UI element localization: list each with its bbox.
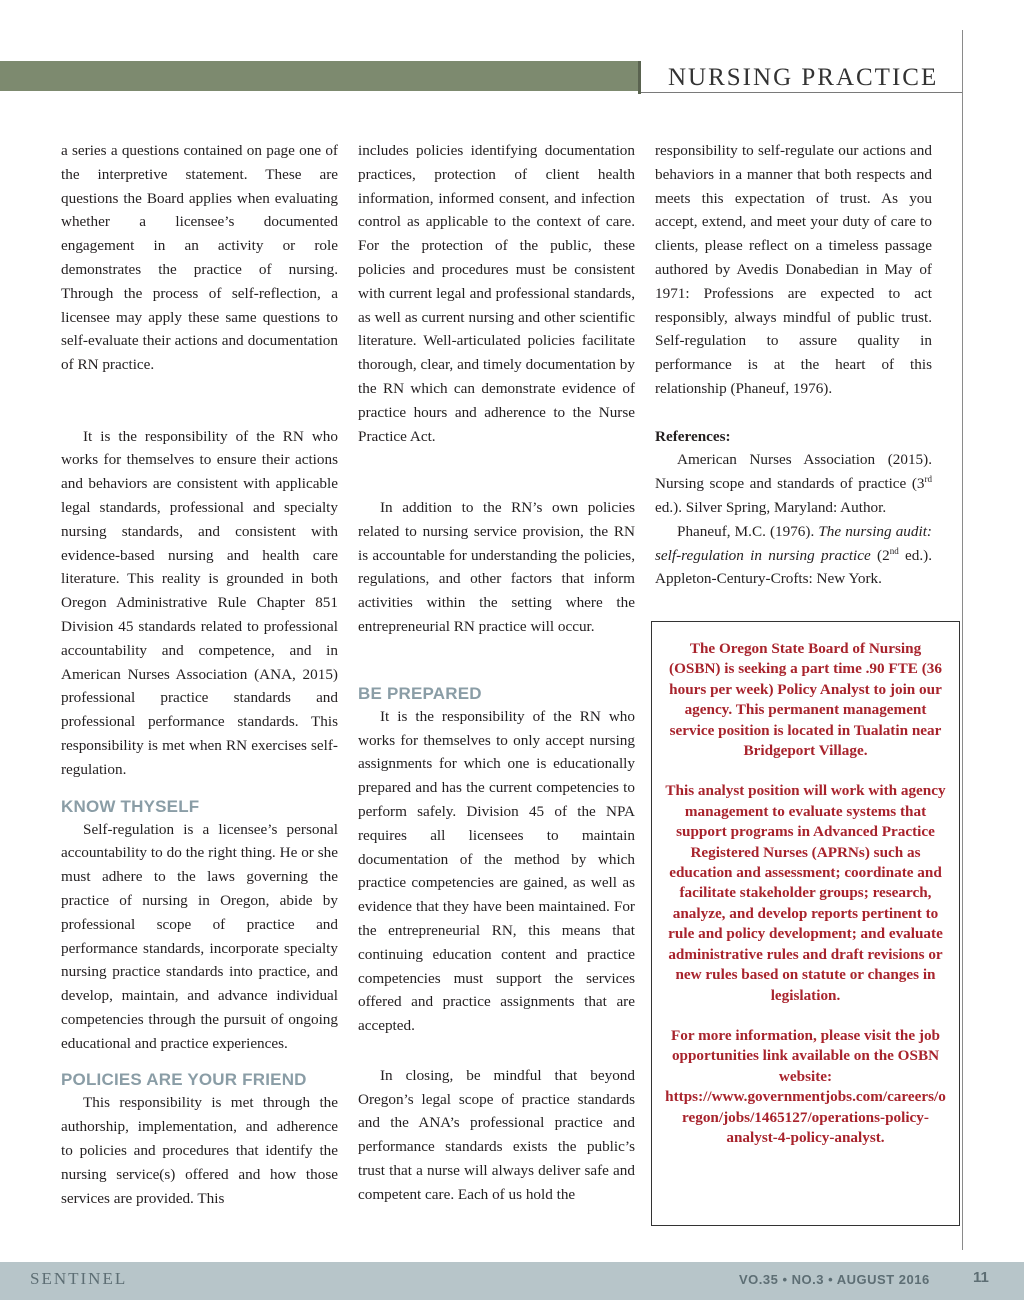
article-column-1 <box>61 139 338 1210</box>
paragraph: It is the responsibility of the RN who works for themselves to only accept nursing assignments for which one is educationally prepared and has the current competencies to perform safely. Division 45 of the NPA requires all licensees to maintain documentation of the method by which practice competencies are gained, as well as evidence that they have been maintained. For the entrepreneurial RN, this means that continuing education content and practice competencies must support the services offered and practice assignments that are accepted. <box>358 707 635 1035</box>
paragraph: responsibility to self-regulate our actions and behaviors in a manner that both respects and meets this expectation of trust. As you accept, extend, and meet your duty of care to clients, please reflect on a timeless passage authored by Avedis Donabedian in May of 1971: Professions are expected to act responsibly, always mindful of public trust. Self-regulation to assure quality in performance is at the heart of this relationship (Phaneuf, 1976). <box>655 142 932 397</box>
section-heading-be-prepared: BE PREPARED <box>358 683 482 703</box>
header-bar-accent <box>638 61 641 94</box>
section-heading-policies: POLICIES ARE YOUR FRIEND <box>61 1070 307 1090</box>
paragraph: This responsibility is met through the authorship, implementation, and adherence to policies and procedures that identify the nursing service(s) offered and how those services are provided. This <box>61 1094 338 1207</box>
paragraph: Self-regulation is a licensee’s personal accountability to do the right thing. He or she must adhere to the laws governing the practice of nursing in Oregon, abide by professional scope of practice and performance standards, incorporate specialty nursing practice standards into practice, and develop, maintain, and advance individual competencies through the pursuit of ongoing educational and practice experiences. <box>61 820 338 1052</box>
publication-name: SENTINEL <box>30 1269 128 1288</box>
job-posting-description: This analyst position will work with agency management to evaluate systems that support programs in Advanced Practice Registered Nurses (APRNs) such as education and assessment; coordinate and facilitate stakeholder groups; research, analyze, and develop reports pertinent to rule and policy development; and evaluate administrative rules and draft revisions or new rules based on statute or changes in legislation. <box>665 782 946 1004</box>
section-heading-know-thyself: KNOW THYSELF <box>61 796 200 816</box>
job-posting-intro: The Oregon State Board of Nursing (OSBN) is seeking a part time .90 FTE (36 hours per week) Policy Analyst to join our agency. This permanent management service position is located in Tualatin near Bridgeport Village. <box>669 640 942 760</box>
paragraph: In addition to the RN’s own policies related to nursing service provision, the RN is accountable for understanding the policies, regulations, and other factors that inform activities within the setting where the entrepreneurial RN practice will occur. <box>358 498 635 635</box>
paragraph: It is the responsibility of the RN who works for themselves to ensure their actions and behaviors are consistent with applicable legal standards, professional and specialty nursing standards, and consistent with evidence-based nursing and health care literature. This reality is grounded in both Oregon Administrative Rule Chapter 851 Division 45 standards related to professional accountability and competence, and in American Nurses Association (ANA, 2015) professional practice standards and professional performance standards. This responsibility is met when RN exercises self-regulation. <box>61 427 338 778</box>
issue-info: VO.35 • NO.3 • AUGUST 2016 <box>739 1272 930 1287</box>
header-bar <box>0 61 641 91</box>
section-title: NURSING PRACTICE <box>668 64 939 91</box>
page-number: 11 <box>973 1269 989 1286</box>
references-heading: References: <box>655 427 731 445</box>
paragraph: a series a questions contained on page one of the interpretive statement. These are questions the Board applies when evaluating whether a licensee’s documented engagement in an activity or role demonstrates the practice of nursing. Through the process of self-reflection, a licensee may apply these same questions to self-evaluate their actions and documentation of RN practice. <box>61 142 338 374</box>
article-column-3 <box>655 139 932 591</box>
reference-entry: Phaneuf, M.C. (1976). The nursing audit: self-regulation in nursing practice (2nd ed.). Appleton-Century-Crofts: New York. <box>655 522 932 588</box>
reference-entry: American Nurses Association (2015). Nursing scope and standards of practice (3rd ed.). Silver Spring, Maryland: Author. <box>655 451 932 516</box>
paragraph: includes policies identifying documentation practices, protection of client health information, informed consent, and infection control as applicable to the context of care. For the protection of the public, these policies and procedures must be consistent with current legal and professional standards, as well as current nursing and other scientific literature. Well-articulated policies facilitate thorough, clear, and timely documentation by the RN which can demonstrate evidence of practice hours and adherence to the Nurse Practice Act. <box>358 142 635 445</box>
job-posting-box <box>651 621 960 1226</box>
right-margin-rule <box>962 30 963 1250</box>
job-posting-link-text: For more information, please visit the job opportunities link available on the OSBN website: https://www.governmentjobs.com/careers/oregon/jobs/1465127/operations-policy-analyst-4-policy-analyst. <box>665 1026 946 1146</box>
paragraph: In closing, be mindful that beyond Oregon’s legal scope of practice standards and the ANA’s professional practice and performance standards exists the public’s trust that a nurse will always deliver safe and competent care. Each of us hold the <box>358 1066 635 1203</box>
article-column-2 <box>358 139 635 1207</box>
header-rule <box>641 92 962 93</box>
